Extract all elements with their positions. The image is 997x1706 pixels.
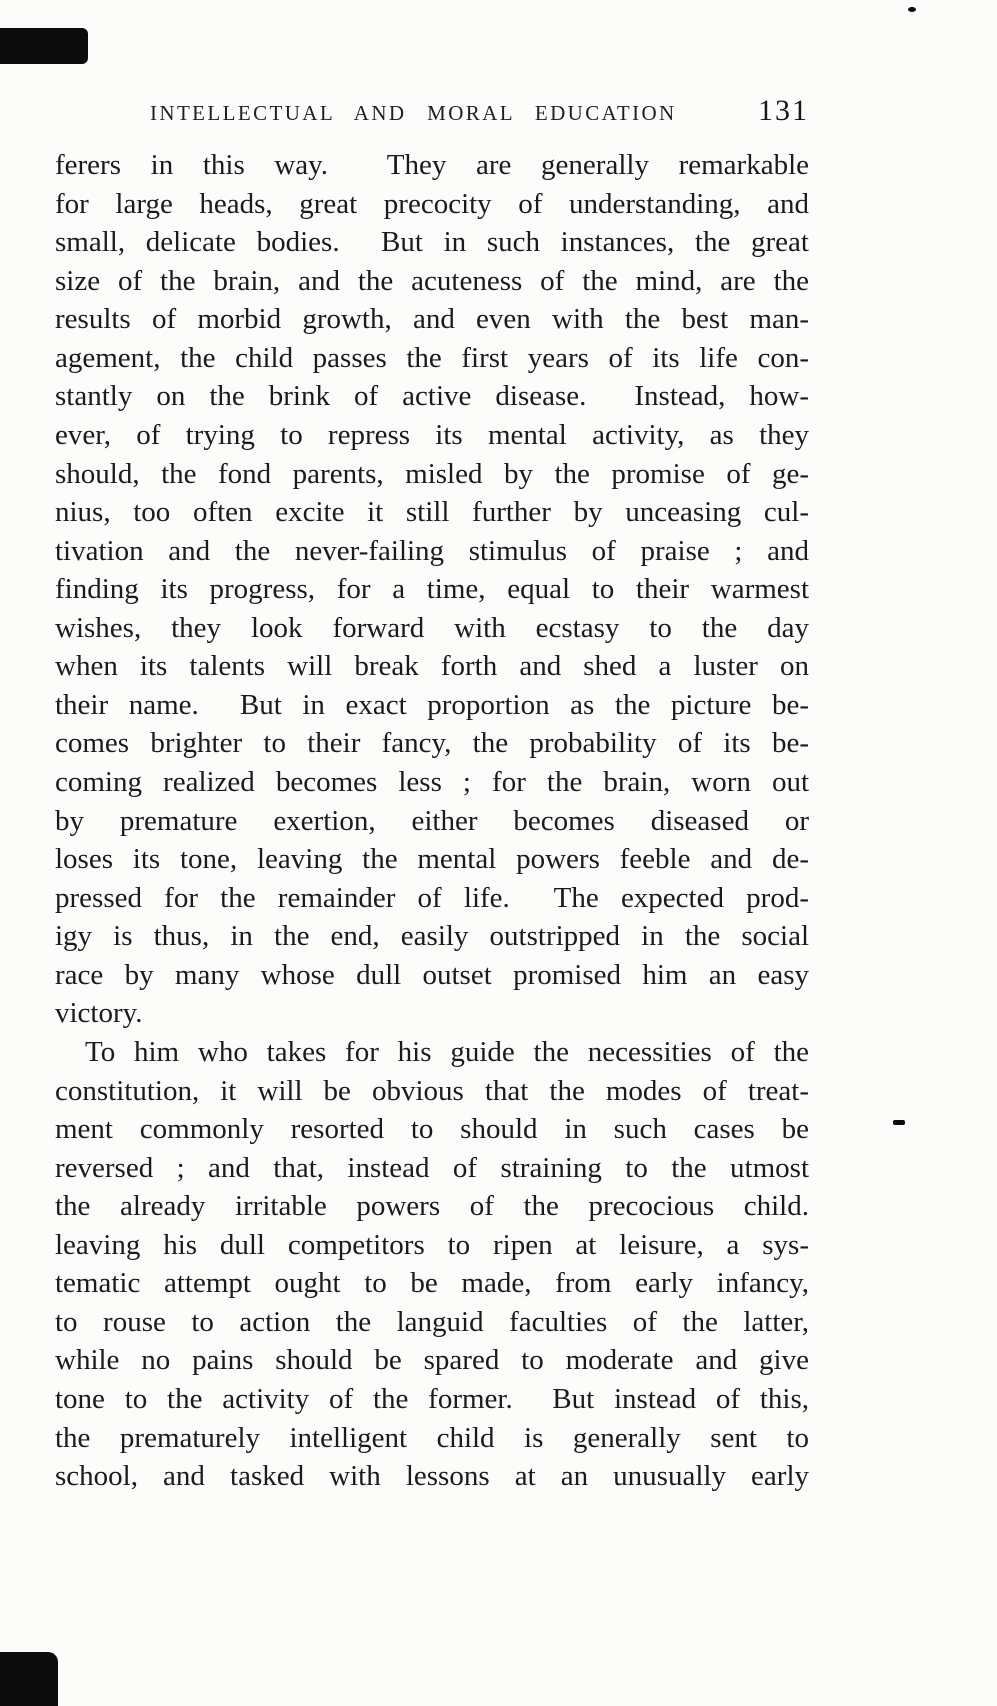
running-title: INTELLECTUAL AND MORAL EDUCATION bbox=[150, 101, 677, 125]
text-line: ferers in this way. They are generally remarkable bbox=[55, 149, 809, 181]
text-line: loses its tone, leaving the mental powers feeble and de- bbox=[55, 843, 809, 876]
text-line: finding its progress, for a time, equal to their warmest bbox=[55, 573, 809, 606]
text-line: pressed for the remainder of life. The expected prod- bbox=[55, 881, 809, 914]
text-line: their name. But in exact proportion as the picture be- bbox=[55, 688, 809, 721]
page-number: 131 bbox=[758, 94, 809, 127]
text-line: results of morbid growth, and even with the best man- bbox=[55, 303, 809, 336]
text-line: while no pains should be spared to moderate and give bbox=[55, 1344, 809, 1377]
text-line: igy is thus, in the end, easily outstripped in the social bbox=[55, 920, 809, 953]
text-line: wishes, they look forward with ecstasy to the day bbox=[55, 611, 809, 644]
text-line: school, and tasked with lessons at an unusually early bbox=[55, 1460, 809, 1493]
text-line: the already irritable powers of the precocious child. bbox=[55, 1190, 809, 1223]
text-line: by premature exertion, either becomes diseased or bbox=[55, 804, 809, 837]
text-line: to rouse to action the languid faculties of the latter, bbox=[55, 1305, 809, 1338]
text-line: reversed ; and that, instead of straining to the utmost bbox=[55, 1151, 809, 1184]
text-line: size of the brain, and the acuteness of the mind, are the bbox=[55, 264, 809, 297]
text-line: victory. bbox=[55, 997, 143, 1030]
text-line: should, the fond parents, misled by the promise of ge- bbox=[55, 457, 809, 490]
text-line: agement, the child passes the first years of its life con- bbox=[55, 341, 809, 374]
text-line: constitution, it will be obvious that the modes of treat- bbox=[55, 1074, 809, 1107]
text-line: when its talents will break forth and shed a luster on bbox=[55, 650, 809, 683]
text-line: ever, of trying to repress its mental activity, as they bbox=[55, 418, 809, 451]
scan-artifact-dash bbox=[893, 1120, 905, 1125]
text-line: tematic attempt ought to be made, from early infancy, bbox=[55, 1267, 809, 1300]
scan-artifact-bottom-left bbox=[0, 1652, 58, 1706]
page-header bbox=[55, 94, 809, 128]
text-line: tone to the activity of the former. But instead of this, bbox=[55, 1383, 809, 1415]
text-line: comes brighter to their fancy, the probability of its be- bbox=[55, 727, 809, 760]
text-line: tivation and the never-failing stimulus of praise ; and bbox=[55, 534, 809, 567]
scan-artifact-top-left bbox=[0, 28, 88, 64]
text-line: for large heads, great precocity of understanding, and bbox=[55, 187, 809, 220]
text-line: nius, too often excite it still further by unceasing cul- bbox=[55, 496, 809, 529]
text-line: coming realized becomes less ; for the brain, worn out bbox=[55, 766, 809, 798]
text-line: leaving his dull competitors to ripen at leisure, a sys- bbox=[55, 1228, 809, 1261]
text-line: race by many whose dull outset promised him an easy bbox=[55, 958, 809, 991]
scan-artifact-dot bbox=[908, 7, 916, 12]
text-line: small, delicate bodies. But in such instances, the great bbox=[55, 226, 809, 259]
text-line: stantly on the brink of active disease. Instead, how- bbox=[55, 380, 809, 413]
text-line: ment commonly resorted to should in such cases be bbox=[55, 1113, 809, 1146]
body-text bbox=[55, 146, 809, 1496]
text-line: To him who takes for his guide the necessities of the bbox=[85, 1035, 809, 1068]
text-line: the prematurely intelligent child is generally sent to bbox=[55, 1421, 809, 1454]
